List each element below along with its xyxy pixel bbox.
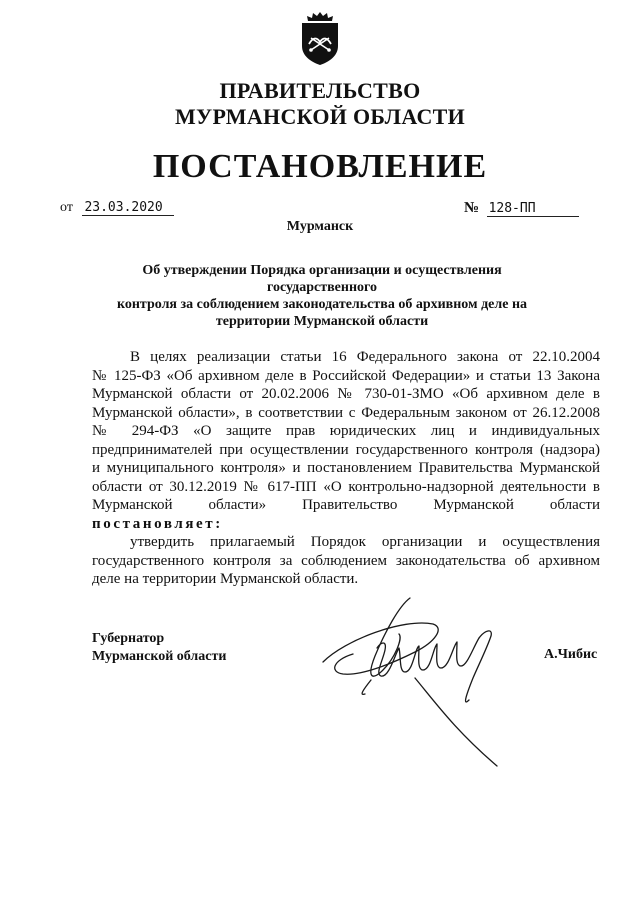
number-sign: № xyxy=(464,200,480,216)
resolution-line: утвердить прилагаемый Порядок организации и осуществления xyxy=(130,534,600,550)
date-prefix: от xyxy=(60,200,73,215)
subject-heading xyxy=(92,262,552,330)
body-line: В целях реализации статьи 16 Федерального закона от 22.10.2004 xyxy=(130,349,600,365)
signatory-name: А.Чибис xyxy=(544,647,598,662)
document-type-title: ПОСТАНОВЛЕНИЕ xyxy=(152,148,488,185)
body-line: и муниципального контроля» и постановлением Правительства Мурманской xyxy=(92,460,600,476)
body-line: Мурманской области от 20.02.2006 № 730-01-ЗМО «Об архивном деле в xyxy=(92,386,600,402)
number-value: 128-ПП xyxy=(487,201,579,217)
date-value: 23.03.2020 xyxy=(82,200,174,216)
resolution-line: деле на территории Мурманской области. xyxy=(92,571,359,587)
coat-of-arms-icon xyxy=(297,10,343,66)
subject-line: территории Мурманской области xyxy=(215,314,429,329)
signatory-title-line: Губернатор xyxy=(92,631,165,646)
date-field xyxy=(60,200,174,216)
subject-line: контроля за соблюдением законодательства об архивном деле на xyxy=(116,297,528,312)
handwritten-signature-icon xyxy=(315,590,525,775)
document-body xyxy=(92,348,600,589)
body-line: Мурманской области», в соответствии с Федеральным законом от 26.12.2008 xyxy=(92,404,600,421)
body-line: № 294-ФЗ «О защите прав юридических лиц и индивидуальных xyxy=(92,423,600,439)
body-line: предпринимателей при осуществлении государственного контроля (надзора) xyxy=(92,441,600,458)
resolves-word: постановляет: xyxy=(92,515,223,532)
body-line: № 125-ФЗ «Об архивном деле в Российской Федерации» и статьи 13 Закона xyxy=(92,367,600,384)
body-line: области от 30.12.2019 № 617-ПП «О контрольно-надзорной деятельности в xyxy=(92,478,600,495)
signatory-title-line: Мурманской области xyxy=(92,649,227,664)
resolves-line xyxy=(92,515,600,534)
signatory-title xyxy=(92,630,226,666)
city-name: Мурманск xyxy=(286,219,354,234)
number-field xyxy=(464,200,579,217)
org-name-line1: ПРАВИТЕЛЬСТВО xyxy=(219,78,421,103)
body-line: Мурманской области» Правительство Мурманской области xyxy=(92,497,600,513)
subject-line: Об утверждении Порядка организации и осуществления государственного xyxy=(142,263,502,295)
resolution-line: государственного контроля за соблюдением законодательства об архивном xyxy=(92,552,600,569)
org-name-line2: МУРМАНСКОЙ ОБЛАСТИ xyxy=(174,104,466,129)
